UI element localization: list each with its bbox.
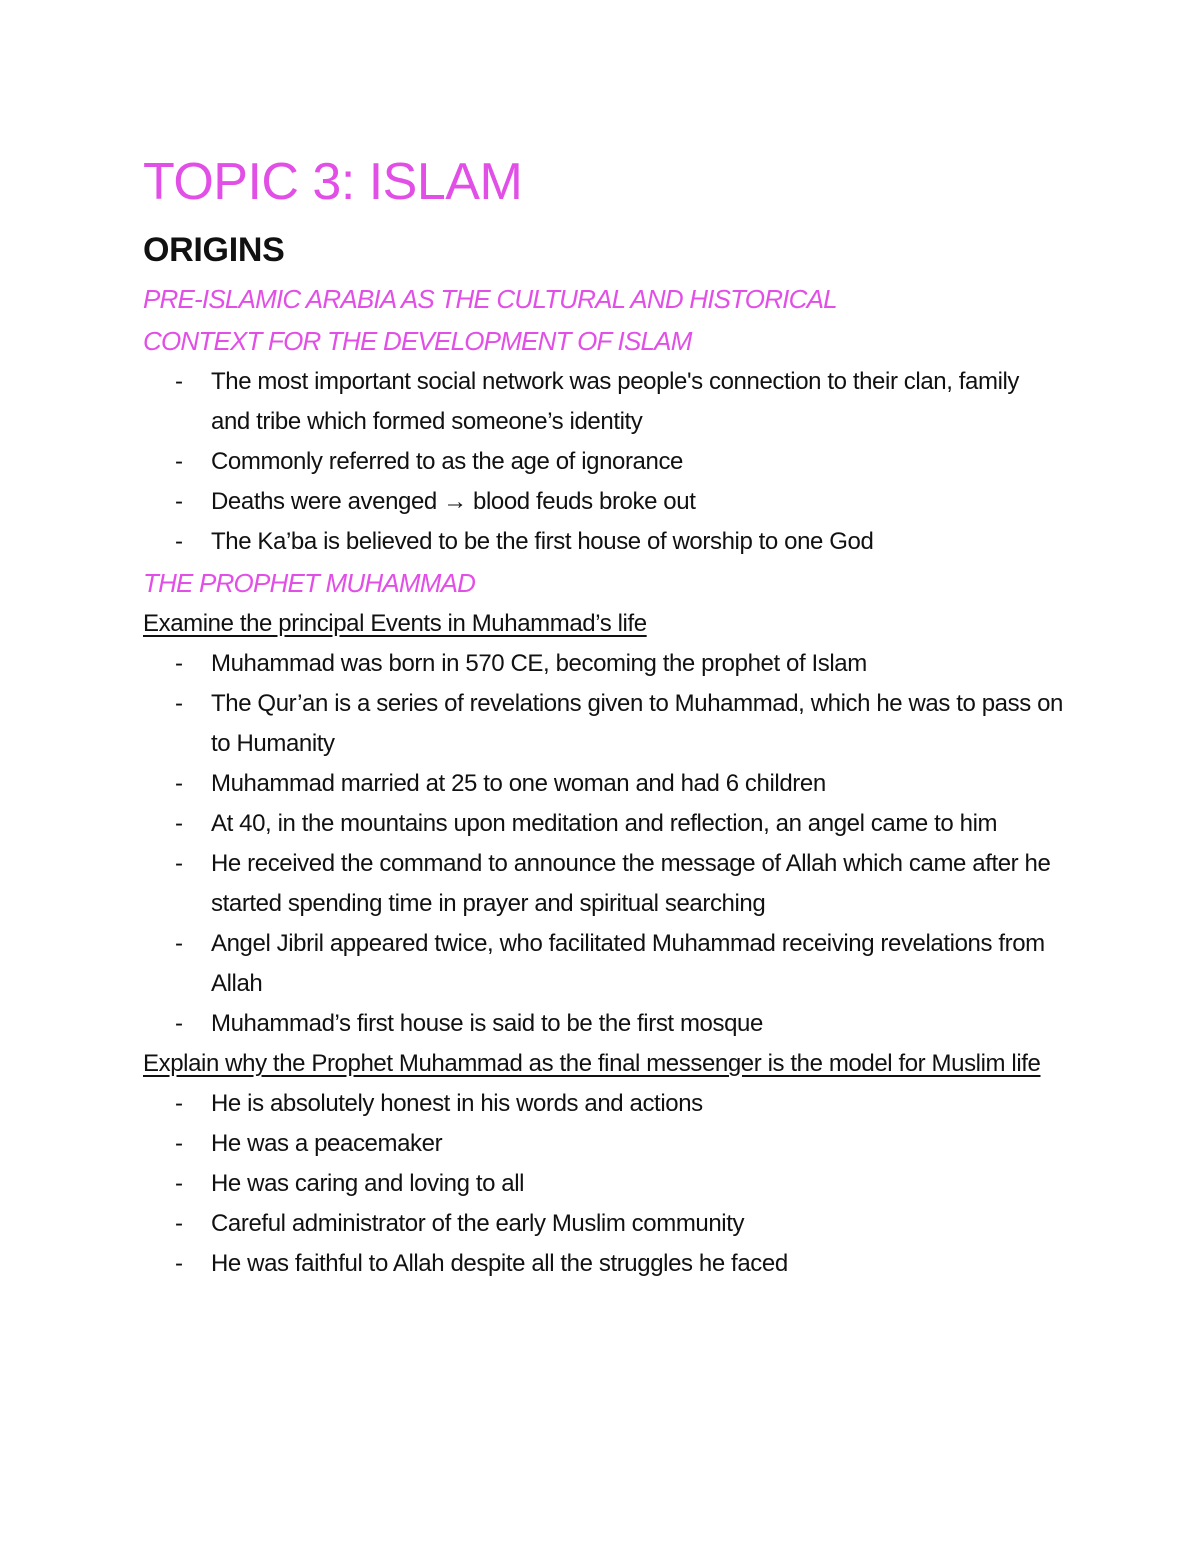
bullet-dash: - — [175, 1090, 183, 1117]
bullet-dash: - — [175, 528, 183, 555]
section-heading-origins: ORIGINS — [143, 231, 285, 269]
pre-islamic-list — [143, 362, 1063, 562]
list-item-text: Commonly referred to as the age of ignorance — [211, 448, 683, 475]
subheading-prophet-muhammad: THE PROPHET MUHAMMAD — [143, 568, 476, 598]
bullet-dash: - — [175, 1170, 183, 1197]
events-list — [143, 644, 1063, 1044]
list-item — [143, 1084, 1063, 1124]
model-heading: Explain why the Prophet Muhammad as the final messenger is the model for Muslim life — [143, 1050, 1041, 1077]
bullet-dash: - — [175, 850, 183, 877]
list-item — [143, 1004, 1063, 1044]
bullet-dash: - — [175, 690, 183, 717]
bullet-dash: - — [175, 1130, 183, 1157]
list-item — [143, 442, 1063, 482]
list-item-text: Deaths were avenged → blood feuds broke out — [211, 488, 696, 515]
bullet-dash: - — [175, 650, 183, 677]
list-item-text: At 40, in the mountains upon meditation and reflection, an angel came to him — [211, 810, 998, 837]
list-item — [143, 1124, 1063, 1164]
list-item-text: Angel Jibril appeared twice, who facilitated Muhammad receiving revelations from Allah — [211, 930, 1045, 997]
subheading-line: CONTEXT FOR THE DEVELOPMENT OF ISLAM — [143, 326, 692, 356]
list-item — [143, 1204, 1063, 1244]
bullet-dash: - — [175, 1210, 183, 1237]
subheading-line: PRE-ISLAMIC ARABIA AS THE CULTURAL AND HISTORICAL — [143, 284, 837, 314]
bullet-dash: - — [175, 810, 183, 837]
bullet-dash: - — [175, 1250, 183, 1277]
list-item-text: He was caring and loving to all — [211, 1170, 525, 1197]
page-title: TOPIC 3: ISLAM — [143, 153, 523, 211]
list-item-text: The most important social network was people's connection to their clan, family and tribe which formed someone’s identity — [211, 368, 1020, 435]
list-item — [143, 764, 1063, 804]
list-item-text: Careful administrator of the early Muslim community — [211, 1210, 745, 1237]
list-item — [143, 1244, 1063, 1284]
list-item — [143, 362, 1063, 442]
events-heading: Examine the principal Events in Muhammad’s life — [143, 610, 647, 637]
bullet-dash: - — [175, 368, 183, 395]
list-item — [143, 644, 1063, 684]
list-item — [143, 1164, 1063, 1204]
bullet-dash: - — [175, 930, 183, 957]
list-item — [143, 804, 1063, 844]
list-item — [143, 482, 1063, 522]
list-item — [143, 522, 1063, 562]
bullet-dash: - — [175, 770, 183, 797]
list-item-text: He was a peacemaker — [211, 1130, 443, 1157]
model-list — [143, 1084, 1063, 1284]
subheading-pre-islamic-arabia — [143, 278, 1063, 362]
list-item-text: Muhammad married at 25 to one woman and had 6 children — [211, 770, 826, 797]
list-item-text: The Ka’ba is believed to be the first house of worship to one God — [211, 528, 874, 555]
list-item — [143, 684, 1063, 764]
list-item-text: The Qur’an is a series of revelations given to Muhammad, which he was to pass on to Humanity — [211, 690, 1063, 757]
bullet-dash: - — [175, 1010, 183, 1037]
list-item — [143, 924, 1063, 1004]
list-item-text: Muhammad was born in 570 CE, becoming the prophet of Islam — [211, 650, 867, 677]
bullet-dash: - — [175, 488, 183, 515]
list-item-text: Muhammad’s first house is said to be the first mosque — [211, 1010, 763, 1037]
list-item — [143, 844, 1063, 924]
bullet-dash: - — [175, 448, 183, 475]
list-item-text: He was faithful to Allah despite all the struggles he faced — [211, 1250, 788, 1277]
document-page — [143, 150, 1063, 1284]
list-item-text: He is absolutely honest in his words and actions — [211, 1090, 703, 1117]
list-item-text: He received the command to announce the message of Allah which came after he started spending time in prayer and spiritual searching — [211, 850, 1051, 917]
